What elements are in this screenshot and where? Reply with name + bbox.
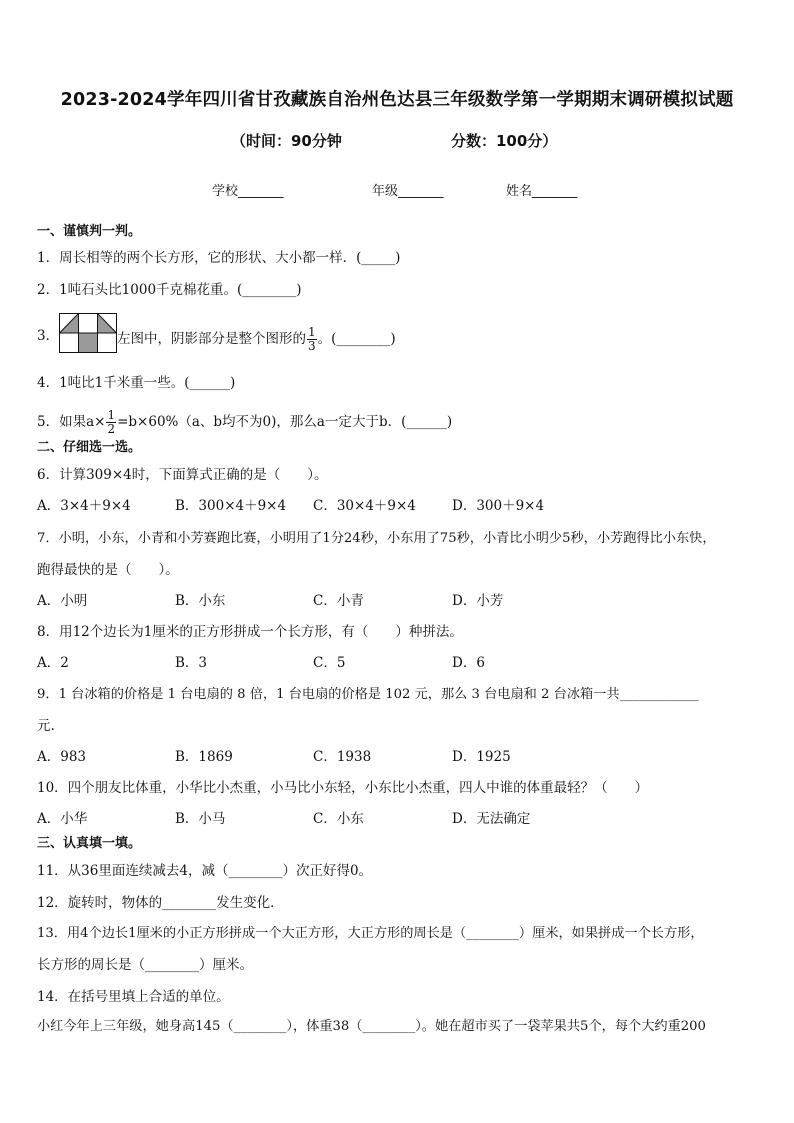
fraction-one-third bbox=[307, 326, 317, 353]
question-3-prefix: 3． bbox=[37, 328, 60, 344]
option-c[interactable]: C．1938 bbox=[313, 749, 372, 765]
question-14: 14．在括号里填上合适的单位。 bbox=[37, 989, 230, 1005]
fraction-numerator: 1 bbox=[308, 325, 316, 339]
option-c[interactable]: C．小青 bbox=[313, 593, 364, 609]
score-label: 分数：100分） bbox=[451, 132, 558, 150]
fraction-denominator: 2 bbox=[107, 422, 116, 436]
option-b[interactable]: B．小东 bbox=[175, 593, 226, 609]
question-3-suffix: 。(________) bbox=[317, 331, 396, 347]
question-9-line-2: 元. bbox=[37, 718, 55, 734]
option-d[interactable]: D．1925 bbox=[452, 749, 511, 765]
question-10: 10．四个朋友比体重，小华比小杰重，小马比小东轻，小东比小杰重，四人中谁的体重最轻？（ ） bbox=[37, 780, 649, 796]
fraction-one-half bbox=[106, 409, 116, 436]
question-7-line-1: 7．小明，小东，小青和小芳赛跑比赛，小明用了1分24秒，小东用了75秒，小青比小明少5秒，小芳跑得比小东快， bbox=[37, 531, 716, 546]
option-c[interactable]: C．小东 bbox=[313, 811, 364, 827]
option-d[interactable]: D．300＋9×4 bbox=[452, 498, 545, 514]
option-a[interactable]: A．3×4＋9×4 bbox=[37, 498, 131, 514]
option-a[interactable]: A．2 bbox=[37, 655, 69, 671]
option-c[interactable]: C．5 bbox=[313, 655, 346, 671]
time-label: （时间：90分钟 bbox=[231, 132, 342, 150]
option-b[interactable]: B．1869 bbox=[175, 749, 233, 765]
fraction-numerator: 1 bbox=[107, 408, 116, 422]
question-13-line-2: 长方形的周长是（________）厘米。 bbox=[37, 957, 253, 973]
school-field[interactable]: 学校_______ bbox=[212, 184, 284, 199]
question-1: 1．周长相等的两个长方形，它的形状、大小都一样．(_____) bbox=[37, 250, 401, 266]
question-12: 12．旋转时，物体的________发生变化． bbox=[37, 895, 284, 911]
question-5-part-b: =b×60%（a、b均不为0)，那么a一定大于b．(______) bbox=[117, 414, 453, 430]
section-heading-2: 二、仔细选一选。 bbox=[37, 440, 142, 455]
question-9-line-1: 9．1 台冰箱的价格是 1 台电扇的 8 倍，1 台电扇的价格是 102 元，那么 3 台电扇和 2 台冰箱一共____________ bbox=[37, 687, 699, 702]
option-b[interactable]: B．3 bbox=[175, 655, 208, 671]
option-b[interactable]: B．300×4＋9×4 bbox=[175, 498, 287, 514]
option-b[interactable]: B．小马 bbox=[175, 811, 226, 827]
question-5-part-a: 5．如果a× bbox=[37, 414, 106, 430]
question-11: 11．从36里面连续减去4，减（________）次正好得0。 bbox=[37, 863, 373, 879]
question-4: 4．1吨比1千米重一些。(______) bbox=[37, 375, 236, 391]
page-title: 2023-2024学年四川省甘孜藏族自治州色达县三年级数学第一学期期末调研模拟试题 bbox=[60, 90, 734, 110]
section-heading-1: 一、谨慎判一判。 bbox=[37, 224, 142, 239]
question-5 bbox=[37, 409, 452, 436]
question-14-line-1: 小红今年上三年级，她身高145（________），体重38（________）。她在超市买了一袋苹果共5个，每个大约重200 bbox=[37, 1019, 706, 1034]
option-a[interactable]: A．小华 bbox=[37, 811, 88, 827]
option-d[interactable]: D．无法确定 bbox=[452, 811, 531, 827]
name-field[interactable]: 姓名_______ bbox=[506, 184, 578, 199]
option-d[interactable]: D．6 bbox=[452, 655, 485, 671]
shaded-rectangle-figure bbox=[59, 313, 117, 353]
question-3 bbox=[117, 326, 396, 353]
option-d[interactable]: D．小芳 bbox=[452, 593, 504, 609]
question-13-line-1: 13．用4个边长1厘米的小正方形拼成一个大正方形，大正方形的周长是（________）厘米，如果拼成一个长方形， bbox=[37, 926, 704, 941]
question-7-line-2: 跑得最快的是（ ）。 bbox=[37, 562, 179, 578]
question-8: 8．用12个边长为1厘米的正方形拼成一个长方形，有（ ）种拼法。 bbox=[37, 624, 463, 640]
option-a[interactable]: A．小明 bbox=[37, 593, 88, 609]
question-2: 2．1吨石头比1000千克棉花重。(________) bbox=[37, 282, 302, 298]
option-a[interactable]: A．983 bbox=[37, 749, 87, 765]
question-6: 6．计算309×4时，下面算式正确的是（ ）。 bbox=[37, 467, 328, 483]
option-c[interactable]: C．30×4＋9×4 bbox=[313, 498, 416, 514]
grade-field[interactable]: 年级_______ bbox=[372, 184, 444, 199]
fraction-denominator: 3 bbox=[308, 339, 316, 353]
question-3-text: 左图中，阴影部分是整个图形的 bbox=[117, 331, 306, 347]
section-heading-3: 三、认真填一填。 bbox=[37, 836, 142, 851]
